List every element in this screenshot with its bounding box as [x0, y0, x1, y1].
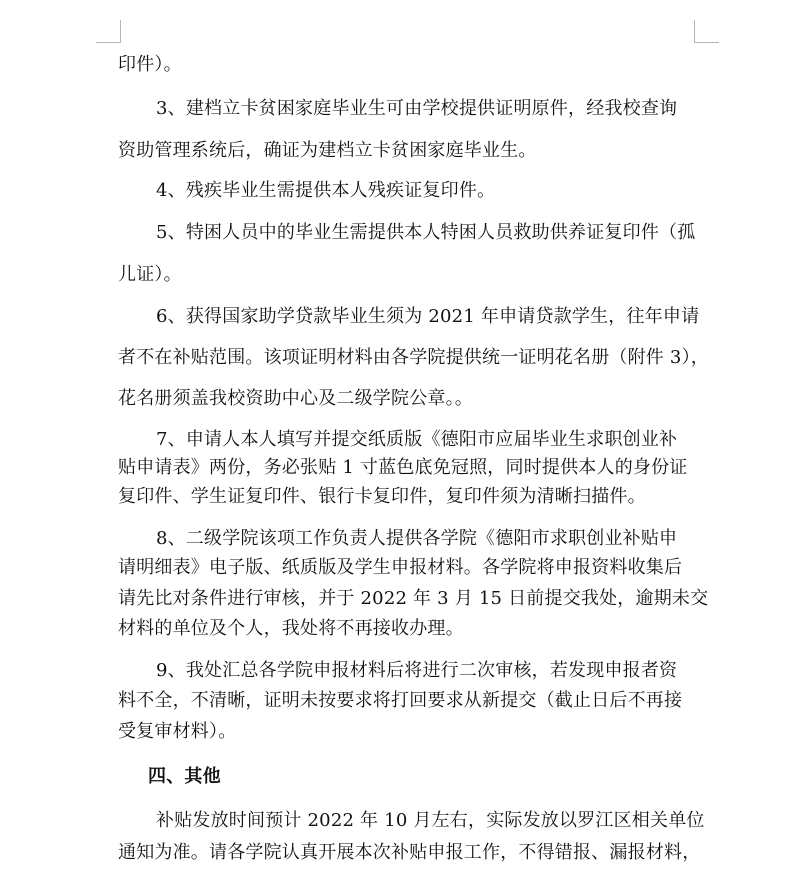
text-line: 复印件、学生证复印件、银行卡复印件，复印件须为清晰扫描件。 — [118, 486, 646, 507]
text-line: 请先比对条件进行审核，并于 2022 年 3 月 15 日前提交我处，逾期未交 — [118, 588, 709, 609]
text-line: 花名册须盖我校资助中心及二级学院公章。。 — [118, 388, 473, 409]
text-line: 9、我处汇总各学院申报材料后将进行二次审核，若发现申报者资 — [156, 660, 678, 681]
text-line: 请明细表》电子版、纸质版及学生申报材料。各学院将申报资料收集后 — [118, 557, 683, 578]
text-line: 4、残疾毕业生需提供本人残疾证复印件。 — [156, 180, 496, 201]
text-line: 资助管理系统后，确证为建档立卡贫困家庭毕业生。 — [118, 140, 537, 161]
section-heading: 四、其他 — [148, 766, 221, 787]
text-line: 受复审材料）。 — [118, 721, 237, 742]
text-line: 8、二级学院该项工作负责人提供各学院《德阳市求职创业补贴申 — [156, 528, 678, 549]
text-line: 贴申请表》两份，务必张贴 1 寸蓝色底免冠照，同时提供本人的身份证 — [118, 457, 688, 478]
crop-mark-top-right — [694, 20, 719, 43]
crop-mark-top-left — [96, 20, 121, 43]
text-line: 料不全，不清晰，证明未按要求将打回要求从新提交（截止日后不再接 — [118, 690, 683, 711]
text-line: 材料的单位及个人，我处将不再接收办理。 — [118, 618, 464, 639]
text-line: 3、建档立卡贫困家庭毕业生可由学校提供证明原件，经我校查询 — [156, 98, 678, 119]
text-line: 补贴发放时间预计 2022 年 10 月左右，实际发放以罗江区相关单位 — [156, 810, 705, 831]
text-line: 儿证）。 — [118, 264, 182, 285]
text-line: 者不在补贴范围。该项证明材料由各学院提供统一证明花名册（附件 3）， — [118, 347, 709, 368]
text-line: 印件）。 — [118, 54, 182, 75]
text-line: 7、申请人本人填写并提交纸质版《德阳市应届毕业生求职创业补 — [156, 429, 678, 450]
text-line: 6、获得国家助学贷款毕业生须为 2021 年申请贷款学生，往年申请 — [156, 306, 700, 327]
text-line: 通知为准。请各学院认真开展本次补贴申报工作，不得错报、漏报材料， — [118, 842, 701, 863]
text-line: 5、特困人员中的毕业生需提供本人特困人员救助供养证复印件（孤 — [156, 222, 696, 243]
